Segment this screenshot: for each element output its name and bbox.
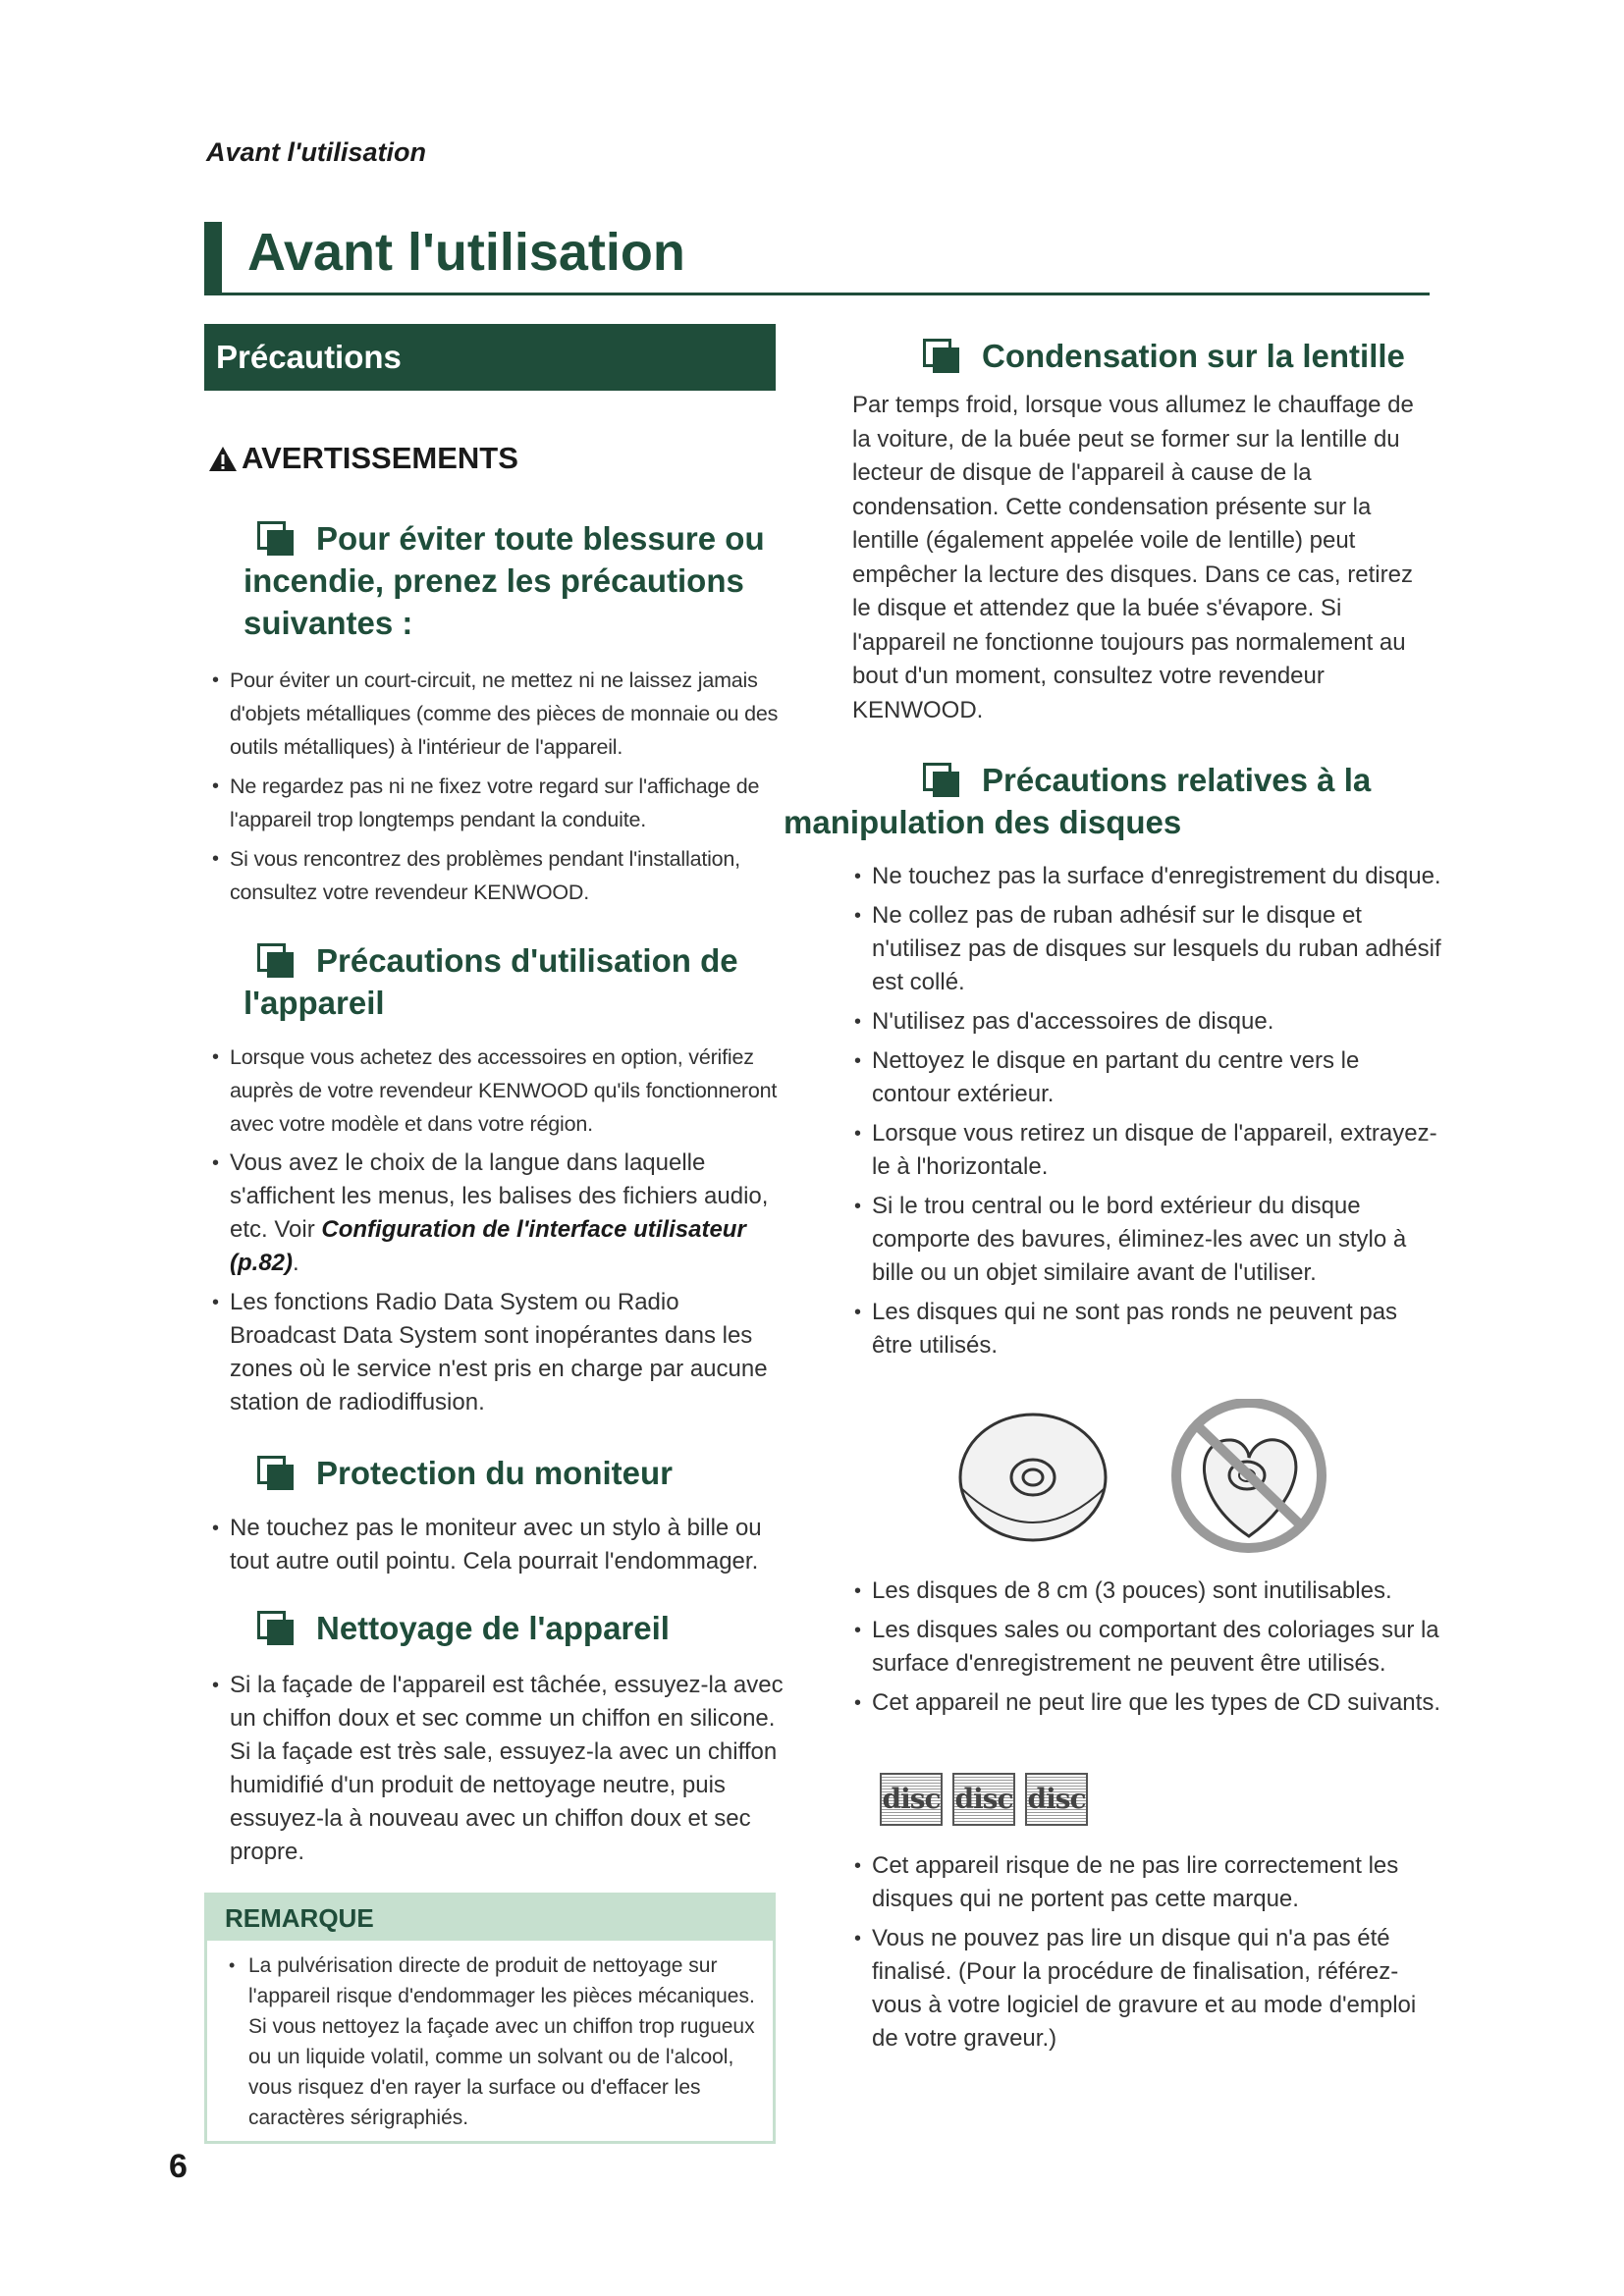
- disc-illustration: [954, 1399, 1327, 1566]
- subhead-cleaning: [257, 1608, 787, 1650]
- square-section-icon: [923, 763, 960, 798]
- note-box: [204, 1893, 776, 2144]
- condensation-paragraph: Par temps froid, lorsque vous allumez le chauffage de la voiture, de la buée peut se former sur la lentille du lecteur de disque de l'appareil à cause de la condensation. Cette condensation présente sur la lentille (également appelée voile de lentille) peut empêcher la lecture des disques. Dans ce cas, retirez le disque et attendez que la buée s'évapore. Si l'appareil ne fonctionne toujours pas normalement au bout d'un moment, consultez votre revendeur KENWOOD.: [852, 392, 1414, 723]
- note-title: REMARQUE: [207, 1896, 773, 1941]
- square-section-icon: [257, 943, 295, 979]
- round-disc-icon: [960, 1415, 1106, 1540]
- page-number: 6: [169, 2148, 188, 2185]
- list-discs: [852, 860, 1441, 1368]
- subhead-text: Protection du moniteur: [316, 1455, 673, 1491]
- subhead-text: Condensation sur la lentille: [982, 338, 1405, 374]
- list-discs-b: [852, 1575, 1441, 1726]
- square-section-icon: [257, 1456, 295, 1491]
- subhead-text: Nettoyage de l'appareil: [316, 1610, 670, 1646]
- list-item: • Ne touchez pas la surface d'enregistrement du disque.: [852, 860, 1441, 893]
- list-item: • Si vous rencontrez des problèmes pendant l'installation, consultez votre revendeur KENWOOD.: [210, 842, 785, 909]
- list-item: • La pulvérisation directe de produit de nettoyage sur l'appareil risque d'endommager les pièces mécaniques. Si vous nettoyez la façade avec un chiffon trop rugueux ou un liquide volatil, comme un solvant ou de l'alcool, vous risquez d'en rayer la surface ou d'effacer les caractères sérigraphiés.: [227, 1950, 759, 2133]
- list-item: • Les fonctions Radio Data System ou Radio Broadcast Data System sont inopérantes dans les zones où le service n'est pris en charge par aucune station de radiodiffusion.: [210, 1286, 785, 1419]
- subhead-condensation: [923, 336, 1443, 378]
- subhead-usage: [244, 940, 787, 1025]
- list-item: • Vous ne pouvez pas lire un disque qui n'a pas été finalisé. (Pour la procédure de finalisation, référez-vous à votre logiciel de gravure et au mode d'emploi de votre graveur.): [852, 1922, 1441, 2056]
- list-item: • Cet appareil ne peut lire que les types de CD suivants.: [852, 1686, 1441, 1720]
- list-item: • Si le trou central ou le bord extérieur du disque comporte des bavures, éliminez-les avec un stylo à bille ou un objet similaire avant de l'utiliser.: [852, 1190, 1441, 1290]
- list-item: • Ne regardez pas ni ne fixez votre regard sur l'affichage de l'appareil trop longtemps pendant la conduite.: [210, 770, 785, 836]
- subhead-disc-handling: [784, 760, 1453, 844]
- list-item: • N'utilisez pas d'accessoires de disque.: [852, 1005, 1441, 1039]
- cd-da-logo: disc: [880, 1773, 943, 1826]
- list-item: • Lorsque vous achetez des accessoires en option, vérifiez auprès de votre revendeur KENWOOD qu'ils fonctionneront avec votre modèle et dans votre région.: [210, 1041, 785, 1141]
- subhead-injury: [244, 518, 787, 645]
- subhead-text: Précautions d'utilisation de: [316, 942, 738, 979]
- list-monitor: [210, 1512, 785, 1584]
- subhead-text-cont: l'appareil: [244, 984, 385, 1021]
- list-item: • Les disques sales ou comportant des coloriages sur la surface d'enregistrement ne peuvent être utilisés.: [852, 1614, 1441, 1681]
- subhead-text: Pour éviter toute blessure ou: [316, 520, 765, 557]
- cd-logo-row: [880, 1773, 1088, 1826]
- square-section-icon: [257, 1611, 295, 1646]
- note-list: [207, 1950, 773, 2133]
- prohibited-heart-disc-icon: [1176, 1403, 1322, 1548]
- list-item: • Les disques de 8 cm (3 pouces) sont inutilisables.: [852, 1575, 1441, 1608]
- warning-heading: [208, 441, 518, 476]
- list-item: • Lorsque vous retirez un disque de l'appareil, extrayez-le à l'horizontale.: [852, 1117, 1441, 1184]
- section-banner: Précautions: [204, 324, 776, 391]
- list-item: • Les disques qui ne sont pas ronds ne peuvent pas être utilisés.: [852, 1296, 1441, 1362]
- square-section-icon: [923, 339, 960, 374]
- title-accent-bar: [204, 222, 222, 294]
- subhead-text-cont: incendie, prenez les précautions: [244, 561, 744, 599]
- list-injury: [210, 664, 785, 915]
- list-item: • Ne touchez pas le moniteur avec un stylo à bille ou tout autre outil pointu. Cela pourrait l'endommager.: [210, 1512, 785, 1578]
- list-cleaning: [210, 1669, 785, 1875]
- list-discs-c: [852, 1849, 1441, 2061]
- running-head: Avant l'utilisation: [206, 137, 426, 167]
- subhead-text: Précautions relatives à la: [982, 762, 1372, 798]
- subhead-text-cont: suivantes :: [244, 604, 413, 641]
- list-usage: [210, 1041, 785, 1425]
- list-item: • Nettoyez le disque en partant du centre vers le contour extérieur.: [852, 1044, 1441, 1111]
- page-title: Avant l'utilisation: [247, 223, 685, 282]
- subhead-monitor: [257, 1453, 787, 1495]
- warning-triangle-icon: [208, 446, 238, 472]
- config-link[interactable]: Configuration de l'interface utilisateur (p.82): [230, 1216, 746, 1276]
- cd-rw-logo: disc: [1025, 1773, 1088, 1826]
- list-item: • Ne collez pas de ruban adhésif sur le disque et n'utilisez pas de disques sur lesquels du ruban adhésif est collé.: [852, 899, 1441, 999]
- cd-r-logo: disc: [952, 1773, 1015, 1826]
- list-item: • Cet appareil risque de ne pas lire correctement les disques qui ne portent pas cette marque.: [852, 1849, 1441, 1916]
- list-item: • Si la façade de l'appareil est tâchée, essuyez-la avec un chiffon doux et sec comme un chiffon en silicone. Si la façade est très sale, essuyez-la avec un chiffon humidifié d'un produit de nettoyage neutre, puis essuyez-la à nouveau avec un chiffon doux et sec propre.: [210, 1669, 785, 1869]
- subhead-text-cont: manipulation des disques: [784, 803, 1182, 840]
- list-item: • Pour éviter un court-circuit, ne mettez ni ne laissez jamais d'objets métalliques (comme des pièces de monnaie ou des outils métalliques) à l'intérieur de l'appareil.: [210, 664, 785, 764]
- warning-heading-text: AVERTISSEMENTS: [242, 441, 518, 475]
- square-section-icon: [257, 521, 295, 557]
- list-item: • Vous avez le choix de la langue dans laquelle s'affichent les menus, les balises des fichiers audio, etc. Voir Configuration de l'interface utilisateur (p.82).: [210, 1147, 785, 1280]
- page-title-block: [204, 220, 1430, 295]
